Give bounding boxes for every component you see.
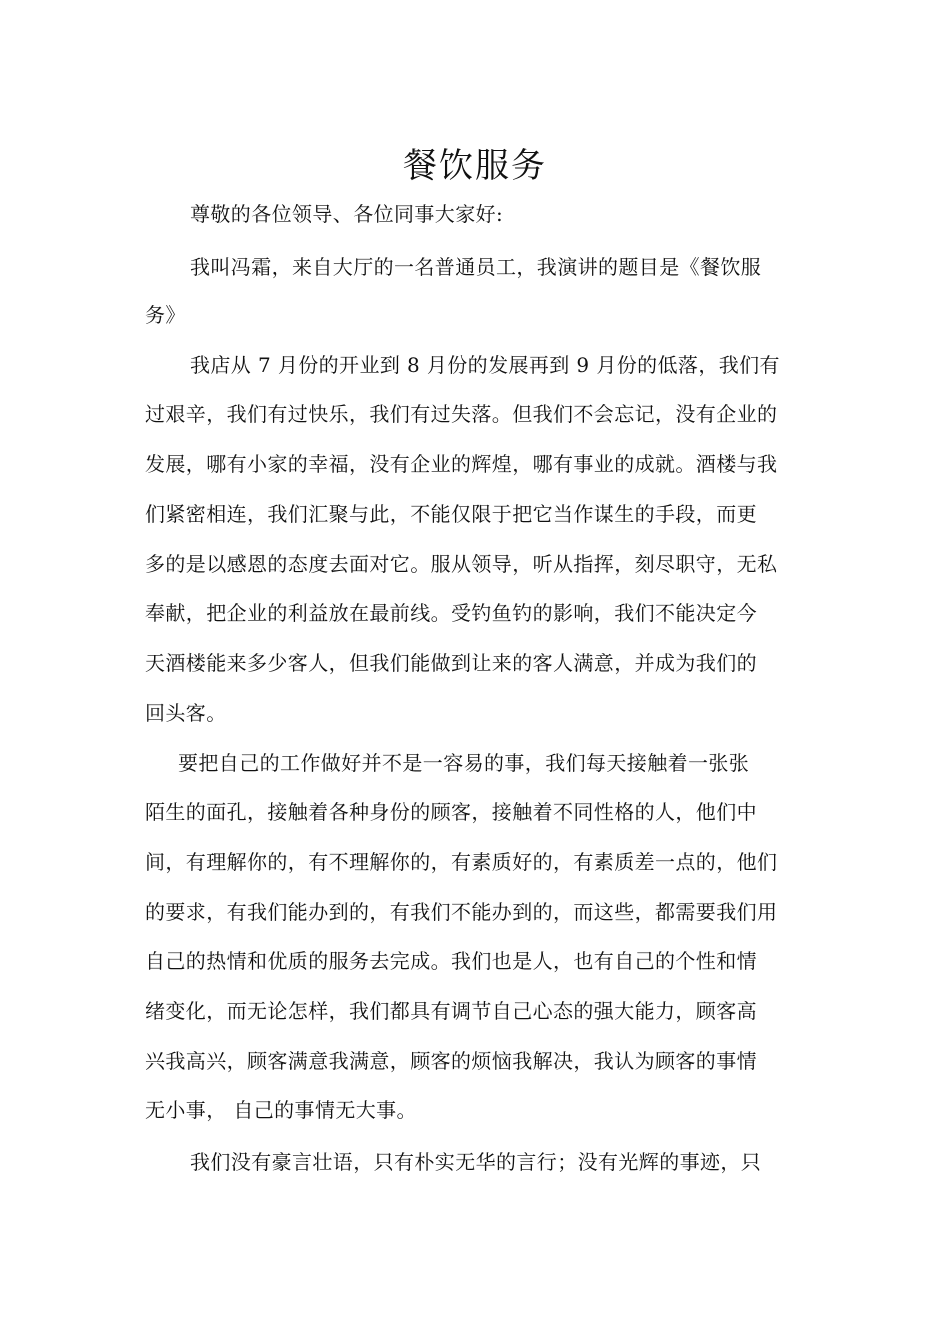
paragraph-line: 绪变化，而无论怎样，我们都具有调节自己心态的强大能力，顾客高 [145,999,757,1023]
paragraph-line: 回头客。 [145,701,227,725]
paragraph-line: 务》 [145,303,186,327]
paragraph-line: 陌生的面孔，接触着各种身份的顾客，接触着不同性格的人，他们中 [145,800,757,824]
paragraph-line: 兴我高兴，顾客满意我满意，顾客的烦恼我解决，我认为顾客的事情 [145,1049,757,1073]
paragraph-line: 奉献，把企业的利益放在最前线。受钓鱼钓的影响，我们不能决定今 [145,601,757,625]
paragraph-line: 无小事， 自己的事情无大事。 [145,1098,417,1122]
paragraph-line: 我店从 7 月份的开业到 8 月份的发展再到 9 月份的低落，我们有 [190,353,780,377]
greeting-line: 尊敬的各位领导、各位同事大家好: [190,202,504,226]
paragraph-line: 天酒楼能来多少客人，但我们能做到让来的客人满意，并成为我们的 [145,651,757,675]
paragraph-line: 们紧密相连，我们汇聚与此，不能仅限于把它当作谋生的手段，而更 [145,502,757,526]
paragraph-line: 多的是以感恩的态度去面对它。服从领导，听从指挥，刻尽职守，无私 [145,552,778,576]
paragraph-line: 过艰辛，我们有过快乐，我们有过失落。但我们不会忘记，没有企业的 [145,402,778,426]
document-title: 餐饮服务 [403,146,547,186]
paragraph-line: 的要求，有我们能办到的，有我们不能办到的，而这些，都需要我们用 [145,900,778,924]
paragraph-line: 要把自己的工作做好并不是一容易的事，我们每天接触着一张张 [178,751,750,775]
paragraph-line: 自己的热情和优质的服务去完成。我们也是人，也有自己的个性和情 [145,949,757,973]
paragraph-line: 我们没有豪言壮语，只有朴实无华的言行；没有光辉的事迹，只 [190,1150,762,1174]
paragraph-line: 我叫冯霜，来自大厅的一名普通员工，我演讲的题目是《餐饮服 [190,255,762,279]
paragraph-line: 发展，哪有小家的幸福，没有企业的辉煌，哪有事业的成就。酒楼与我 [145,452,778,476]
paragraph-line: 间，有理解你的，有不理解你的，有素质好的，有素质差一点的，他们 [145,850,778,874]
